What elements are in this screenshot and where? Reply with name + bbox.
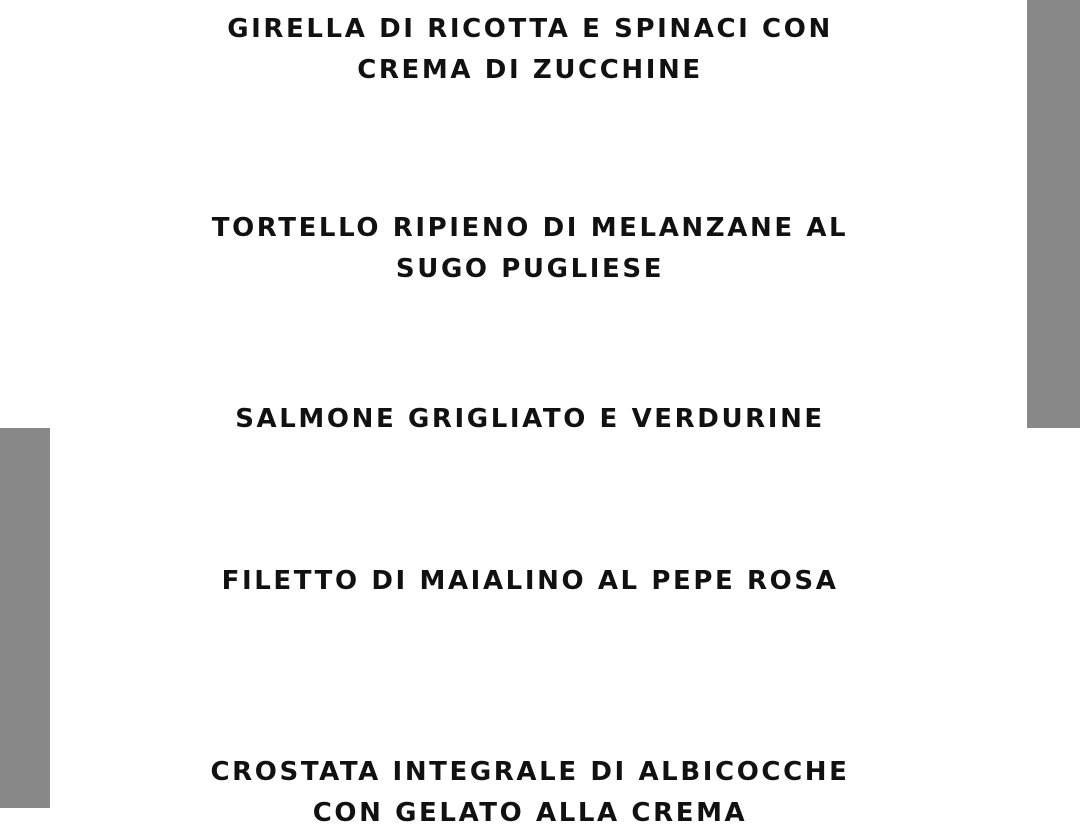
decorative-bar-right: [1027, 0, 1080, 428]
decorative-bar-left: [0, 428, 50, 808]
menu-item-tortello: TORTELLO RIPIENO DI MELANZANE AL SUGO PUGLIESE: [211, 213, 849, 284]
menu-item-filetto: FILETTO DI MAIALINO AL PEPE ROSA: [221, 566, 839, 596]
menu-item-salmone: SALMONE GRIGLIATO E VERDURINE: [235, 404, 825, 434]
menu-item-girella: GIRELLA DI RICOTTA E SPINACI CON CREMA DI ZUCCHINE: [227, 14, 833, 85]
menu-item-crostata: CROSTATA INTEGRALE DI ALBICOCCHE CON GELATO ALLA CREMA: [210, 757, 850, 828]
